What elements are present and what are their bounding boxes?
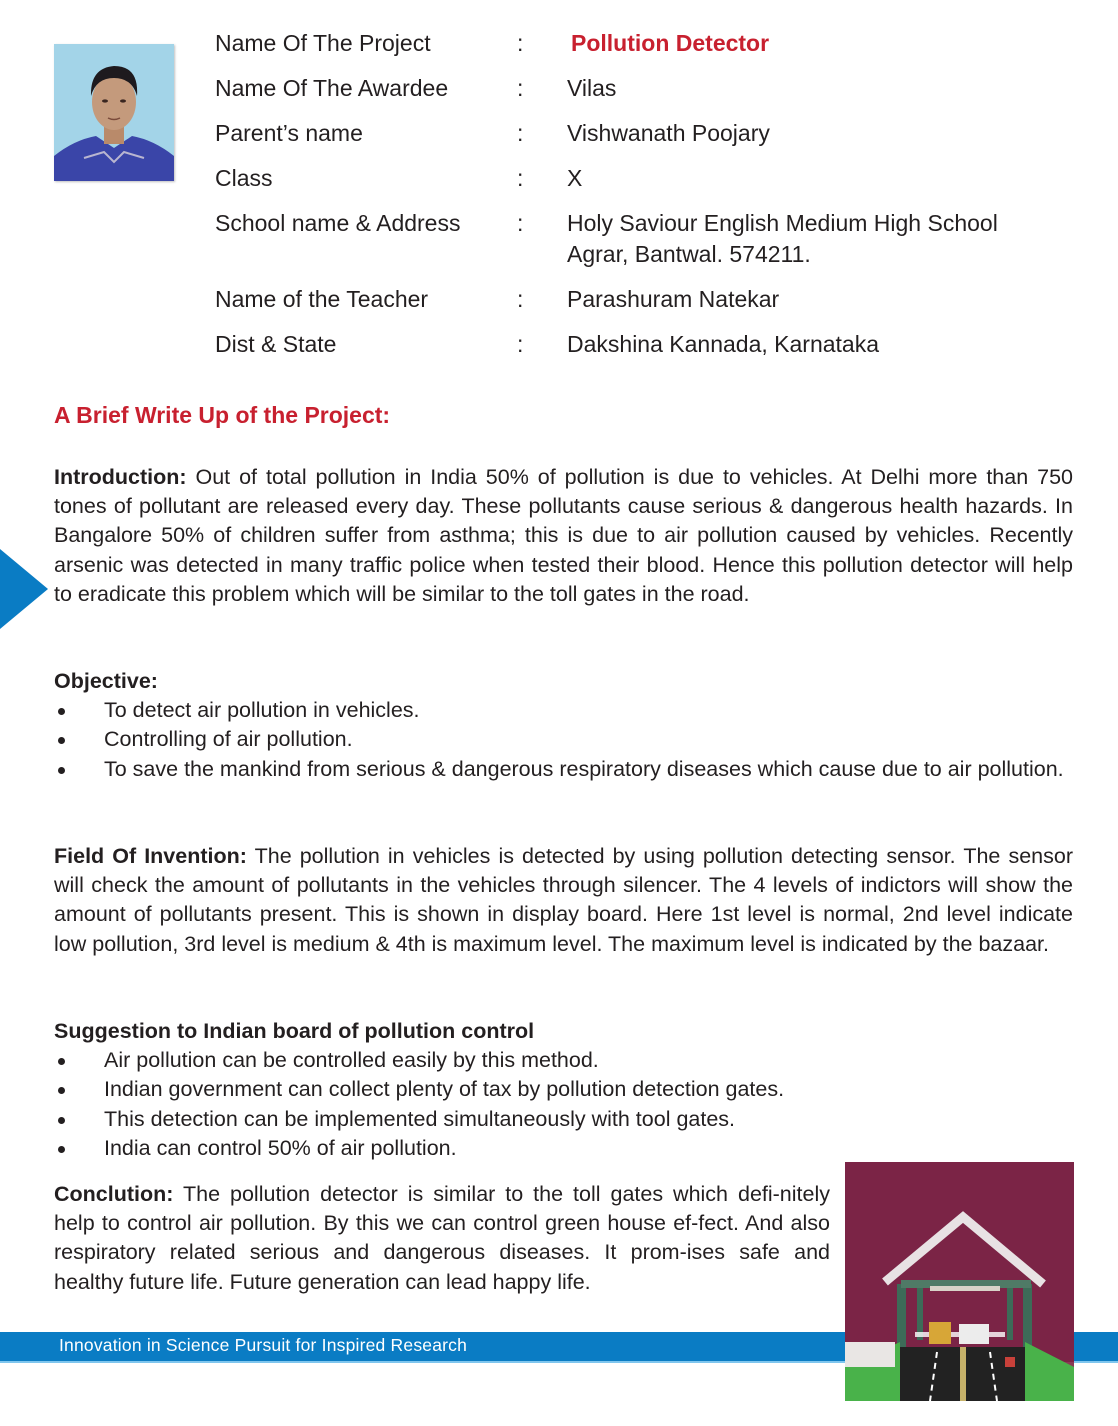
- info-colon: :: [517, 331, 524, 357]
- school-address: [567, 208, 1095, 270]
- class-value: X: [567, 165, 583, 191]
- field-of-invention-text: The pollution in vehicles is detected by using pollution detecting sensor. The sensor will check the amount of pollutants in the vehicles through silencer. The 4 levels of indictors will show the amount of pollutants present. This is shown in display board. Here 1st level is normal, 2nd level indicate low pollution, 3rd level is medium & 4th is maximum level. The maximum level is indicated by the bazaar.: [54, 844, 1073, 956]
- info-colon: :: [517, 75, 524, 101]
- objective-section: [54, 667, 1073, 784]
- awardee-info-table: [215, 28, 1095, 374]
- info-colon: :: [517, 120, 524, 146]
- info-colon: :: [517, 286, 524, 312]
- info-label: Parent’s name: [215, 120, 363, 146]
- suggestion-section: [54, 1017, 1073, 1163]
- school-name: Holy Saviour English Medium High School: [567, 210, 998, 236]
- info-label: Name Of The Project: [215, 30, 431, 56]
- info-row-project: [215, 28, 1095, 59]
- arrow-marker-icon: [0, 549, 48, 629]
- bullet-icon: [58, 767, 65, 774]
- footer-tagline: Innovation in Science Pursuit for Inspired Research: [59, 1335, 468, 1355]
- section-title: A Brief Write Up of the Project:: [54, 402, 391, 428]
- info-label: Class: [215, 165, 273, 191]
- list-item: [54, 1105, 1073, 1134]
- info-label: School name & Address: [215, 210, 461, 236]
- info-row-awardee: [215, 73, 1095, 104]
- info-label: Name of the Teacher: [215, 286, 429, 312]
- list-item-text: To detect air pollution in vehicles.: [104, 698, 420, 723]
- list-item-text: To save the mankind from serious & dangerous respiratory diseases which cause due to air pollution.: [104, 756, 1064, 781]
- info-row-parent: [215, 118, 1095, 149]
- info-label: Name Of The Awardee: [215, 75, 449, 101]
- conclusion-heading: Conclution:: [54, 1182, 174, 1206]
- list-item-text: Controlling of air pollution.: [104, 727, 353, 752]
- list-item: [54, 1134, 1073, 1163]
- bullet-icon: [58, 737, 65, 744]
- bullet-icon: [58, 1117, 65, 1124]
- bullet-icon: [58, 1146, 65, 1153]
- list-item: [54, 1075, 1073, 1104]
- bullet-icon: [58, 708, 65, 715]
- parent-name: Vishwanath Poojary: [567, 120, 770, 146]
- awardee-name: Vilas: [567, 75, 617, 101]
- list-item-text: This detection can be implemented simultaneously with tool gates.: [104, 1106, 736, 1131]
- info-colon: :: [517, 210, 524, 236]
- dist-state: Dakshina Kannada, Karnataka: [567, 331, 879, 357]
- list-item: [54, 696, 1073, 725]
- introduction-text: Out of total pollution in India 50% of pollution is due to vehicles. At Delhi more than 750 tones of pollutant are released every day. These pollutants cause serious & dangerous health hazards. In Bangalore 50% of children suffer from asthma; this is due to air pollution caused by vehicles. Recently arsenic was detected in many traffic police when tested their blood. Hence this pollution detector will help to eradicate this problem which will be similar to the toll gates in the road.: [54, 465, 1073, 606]
- introduction-heading: Introduction:: [54, 465, 187, 489]
- conclusion-paragraph: [54, 1180, 830, 1297]
- field-of-invention-paragraph: [54, 842, 1073, 959]
- introduction-paragraph: [54, 463, 1073, 609]
- suggestion-heading: Suggestion to Indian board of pollution control: [54, 1019, 535, 1043]
- toll-gate-model-icon: [845, 1162, 1074, 1401]
- school-address-line: Agrar, Bantwal. 574211.: [567, 241, 811, 267]
- list-item: [54, 725, 1073, 754]
- info-colon: :: [517, 165, 524, 191]
- conclusion-text: The pollution detector is similar to the toll gates which defi-nitely help to control air pollution. By this we can control green house ef-fect. And also respiratory related serious and dangerous diseases. It prom-ises safe and healthy future life. Future generation can lead happy life.: [54, 1182, 830, 1294]
- info-row-class: [215, 163, 1095, 194]
- bullet-icon: [58, 1087, 65, 1094]
- objective-list: [54, 696, 1073, 784]
- info-colon: :: [517, 30, 524, 56]
- list-item: [54, 755, 1073, 784]
- list-item-text: Air pollution can be controlled easily by this method.: [104, 1048, 599, 1073]
- objective-heading: Objective:: [54, 669, 158, 693]
- list-item-text: Indian government can collect plenty of tax by pollution detection gates.: [104, 1077, 785, 1102]
- model-photo: [845, 1162, 1074, 1401]
- suggestion-list: [54, 1046, 1073, 1163]
- info-label: Dist & State: [215, 331, 337, 357]
- field-of-invention-heading: Field Of Invention:: [54, 844, 247, 868]
- info-row-school: [215, 208, 1095, 270]
- list-item-text: India can control 50% of air pollution.: [104, 1135, 457, 1160]
- info-row-teacher: [215, 284, 1095, 315]
- portrait-icon: [54, 44, 174, 181]
- list-item: [54, 1046, 1073, 1075]
- awardee-photo: [54, 44, 174, 181]
- teacher-name: Parashuram Natekar: [567, 286, 780, 312]
- info-row-dist-state: [215, 329, 1095, 360]
- project-name: Pollution Detector: [571, 30, 770, 56]
- bullet-icon: [58, 1058, 65, 1065]
